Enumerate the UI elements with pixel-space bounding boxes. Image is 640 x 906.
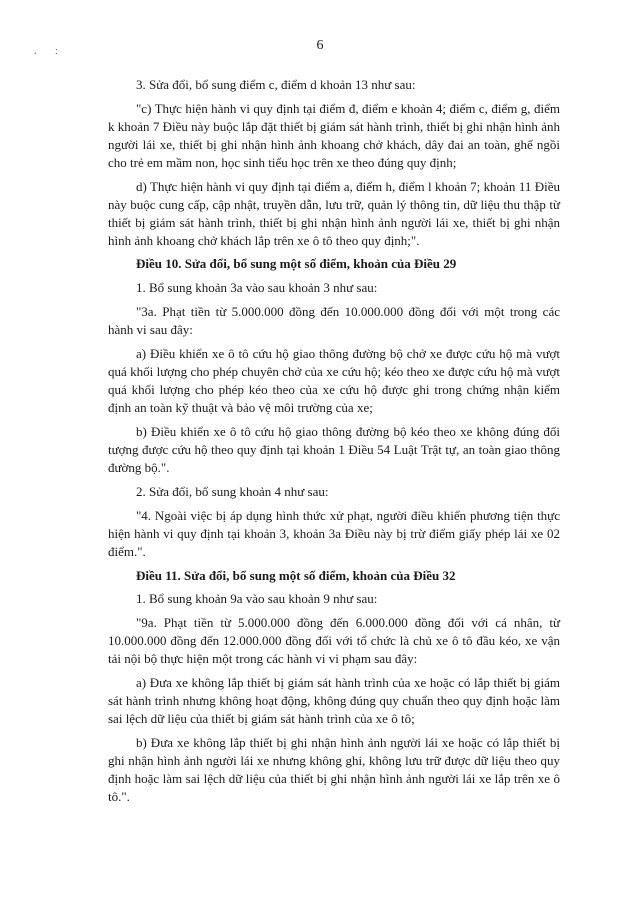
paragraph: "c) Thực hiện hành vi quy định tại điểm đ, điểm e khoản 4; điểm c, điểm g, điểm k khoản 7 Điều này buộc lắp đặt thiết bị giám sát hành trình, thiết bị ghi nhận hình ảnh người lái xe, thiết bị ghi nhận hình ảnh khoang chở khách, dây đai an toàn, ghế ngồi cho trẻ em mầm non, học sinh tiểu học trên xe theo đúng quy định; [108,100,560,170]
paragraph: "4. Ngoài việc bị áp dụng hình thức xử phạt, người điều khiển phương tiện thực hiện hành vi quy định tại khoản 3, khoản 3a Điều này bị trừ điểm giấy phép lái xe 02 điểm.". [108,507,560,559]
article-heading: Điều 10. Sửa đổi, bổ sung một số điểm, khoản của Điều 29 [136,256,457,272]
paragraph: a) Điều khiển xe ô tô cứu hộ giao thông đường bộ chở xe được cứu hộ mà vượt quá khối lượng cho phép chuyên chở của xe cứu hộ; kéo theo xe được cứu hộ mà vượt quá khối lượng cho phép kéo theo của xe cứu hộ được ghi trong chứng nhận kiểm định an toàn kỹ thuật và bảo vệ môi trường của xe; [108,346,560,415]
paragraph: d) Thực hiện hành vi quy định tại điểm a, điểm h, điểm l khoản 7; khoản 11 Điều này buộc cung cấp, cập nhật, truyền dẫn, lưu trữ, quản lý thông tin, dữ liệu thu thập từ thiết bị giám sát hành trình, thiết bị ghi nhận hình ảnh người lái xe, thiết bị ghi nhận hình ảnh khoang chở khách lắp trên xe ô tô theo quy định;". [108,178,560,248]
document-body [108,76,560,812]
paragraph: b) Điều khiển xe ô tô cứu hộ giao thông đường bộ kéo theo xe không đúng đối tượng được cứu hộ theo quy định tại khoản 1 Điều 54 Luật Trật tự, an toàn giao thông đường bộ.". [108,423,560,475]
paragraph: b) Đưa xe không lắp thiết bị ghi nhận hình ảnh người lái xe hoặc có lắp thiết bị ghi nhận hình ảnh người lái xe nhưng không ghi, không lưu trữ được dữ liệu theo quy định hoặc làm sai lệch dữ liệu của thiết bị ghi nhận hình ảnh người lái xe lắp trên xe ô tô.". [108,735,560,804]
paragraph: "3a. Phạt tiền từ 5.000.000 đồng đến 10.000.000 đồng đối với một trong các hành vi sau đây: [108,304,560,338]
paragraph: 3. Sửa đổi, bổ sung điểm c, điểm d khoản 13 như sau: [136,77,416,92]
article-heading: Điều 11. Sửa đổi, bổ sung một số điểm, khoản của Điều 32 [136,567,456,583]
paragraph: 1. Bổ sung khoản 3a vào sau khoản 3 như sau: [136,280,378,296]
paragraph: 2. Sửa đổi, bổ sung khoản 4 như sau: [136,483,329,499]
paragraph: "9a. Phạt tiền từ 5.000.000 đồng đến 6.000.000 đồng đối với cá nhân, từ 10.000.000 đồng đến 12.000.000 đồng đối với tổ chức là chủ xe ô tô đầu kéo, xe vận tải nội bộ thực hiện một trong các hành vi vi phạm sau đây: [108,615,560,667]
paragraph: 1. Bổ sung khoản 9a vào sau khoản 9 như sau: [136,591,378,607]
paragraph: a) Đưa xe không lắp thiết bị giám sát hành trình của xe hoặc có lắp thiết bị giám sát hành trình nhưng không hoạt động, không đúng quy chuẩn theo quy định hoặc làm sai lệch dữ liệu của thiết bị giám sát hành trình của xe ô tô; [108,675,560,727]
page-number: 6 [316,38,324,53]
scan-marks: . : [34,46,66,57]
